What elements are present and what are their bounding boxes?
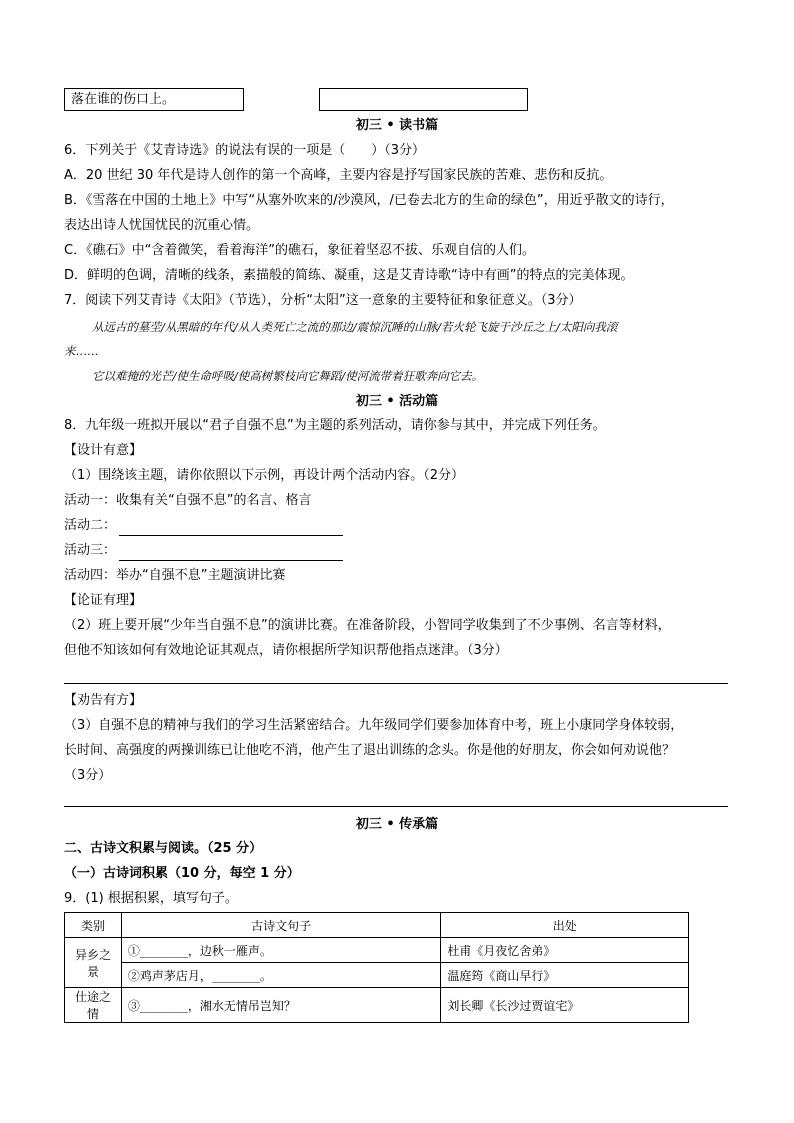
sentence-cell[interactable]: ①________，边秋一雁声。 (121, 938, 441, 963)
q7-poem-line2: 来…… (64, 344, 99, 358)
activity-3-row (64, 541, 343, 561)
q7-stem: 7．阅读下列艾青诗《太阳》（节选），分析“太阳”这一意象的主要特征和象征意义。（3分） (64, 293, 582, 308)
source-cell: 杜甫《月夜忆舍弟》 (441, 938, 689, 963)
category-cell: 异乡之景 (65, 938, 122, 988)
q6-stem: 6．下列关于《艾青诗选》的说法有误的一项是（ ）（3分） (64, 143, 426, 158)
source-cell: 刘长卿《长沙过贾谊宅》 (441, 988, 689, 1023)
answer-line-2[interactable] (64, 806, 728, 807)
activity-2-row (64, 516, 343, 536)
q7-poem-line1: 从远古的墓茔/从黑暗的年代/从人类死亡之流的那边/震惊沉睡的山脉/若火轮飞旋于沙丘之上/太阳向我滚 (92, 320, 618, 334)
answer-line-1[interactable] (64, 683, 728, 684)
activity-2-blank[interactable] (119, 521, 343, 536)
q8-part1-prompt: （1）围绕该主题，请你依照以下示例，再设计两个活动内容。（2分） (64, 468, 465, 483)
section-title-activity: 初三 • 活动篇 (355, 394, 439, 409)
sentence-cell[interactable]: ②鸡声茅店月，________。 (121, 963, 441, 988)
section-title-heritage: 初三 • 传承篇 (355, 817, 439, 832)
q8-heading-advice: 【劝告有方】 (64, 693, 143, 708)
q7-poem-line3: 它以难掩的光芒/使生命呼吸/使高树繁枝向它舞蹈/使河流带着狂歌奔向它去。 (92, 369, 484, 383)
q6-option-d: D．鲜明的色调，清晰的线条，素描般的简练、凝重，这是艾青诗歌“诗中有画”的特点的完美体现。 (64, 268, 634, 283)
q8-part3-line3: （3分） (64, 768, 112, 783)
answer-box-left-text: 落在谁的伤口上。 (71, 92, 176, 107)
q8-part3-line2: 长时间、高强度的两操训练已让他吃不消，他产生了退出训练的念头。你是他的好朋友，你会如何劝说他？ (64, 743, 676, 758)
q6-option-a: A．20 世纪 30 年代是诗人创作的第一个高峰，主要内容是抒写国家民族的苦难、悲伤和反抗。 (64, 168, 613, 183)
activity-2-label: 活动二： (64, 518, 117, 533)
table-header-row (65, 913, 689, 938)
activity-3-blank[interactable] (119, 546, 343, 561)
header-sentence: 古诗文句子 (121, 913, 441, 938)
header-source: 出处 (441, 913, 689, 938)
table-row (65, 963, 689, 988)
q6-option-b-line2: 表达出诗人忧国忧民的沉重心情。 (64, 218, 260, 233)
q9-prompt: 9．(1) 根据积累，填写句子。 (64, 891, 238, 906)
q6-option-b-line1: B．《雪落在中国的土地上》中写“从塞外吹来的/沙漠风，/已卷去北方的生命的绿色”，用近乎散文的诗行， (64, 193, 674, 208)
q8-heading-argument: 【论证有理】 (64, 593, 143, 608)
table-row (65, 988, 689, 1023)
answer-box-right (319, 88, 528, 111)
activity-3-label: 活动三： (64, 543, 117, 558)
q6-option-c: C．《礁石》中“含着微笑，看着海洋”的礁石，象征着坚忍不拔、乐观自信的人们。 (64, 243, 536, 258)
table-row (65, 938, 689, 963)
answer-box-left (64, 88, 244, 111)
activity-4: 活动四：举办“自强不息”主题演讲比赛 (64, 568, 286, 583)
poem-table (64, 912, 689, 1023)
source-cell: 温庭筠《商山早行》 (441, 963, 689, 988)
q8-part3-line1: （3）自强不息的精神与我们的学习生活紧密结合。九年级同学们要参加体育中考，班上小康同学身体较弱， (64, 718, 684, 733)
part2-subtitle: （一）古诗词积累（10 分，每空 1 分） (64, 866, 300, 881)
header-category: 类别 (65, 913, 122, 938)
section-title-reading: 初三 • 读书篇 (355, 118, 439, 133)
q8-stem: 8．九年级一班拟开展以“君子自强不息”为主题的系列活动，请你参与其中，并完成下列任务。 (64, 418, 606, 433)
q8-heading-design: 【设计有意】 (64, 443, 143, 458)
activity-1: 活动一：收集有关“自强不息”的名言、格言 (64, 493, 312, 508)
category-cell: 仕途之情 (65, 988, 122, 1023)
sentence-cell[interactable]: ③________，湘水无情吊岂知？ (121, 988, 441, 1023)
part2-title: 二、古诗文积累与阅读。（25 分） (64, 841, 263, 856)
q8-part2-line1: （2）班上要开展“少年当自强不息”的演讲比赛。在准备阶段，小智同学收集到了不少事例、名言等材料， (64, 618, 671, 633)
q8-part2-line2: 但他不知该如何有效地论证其观点，请你根据所学知识帮他指点迷津。（3分） (64, 643, 508, 658)
